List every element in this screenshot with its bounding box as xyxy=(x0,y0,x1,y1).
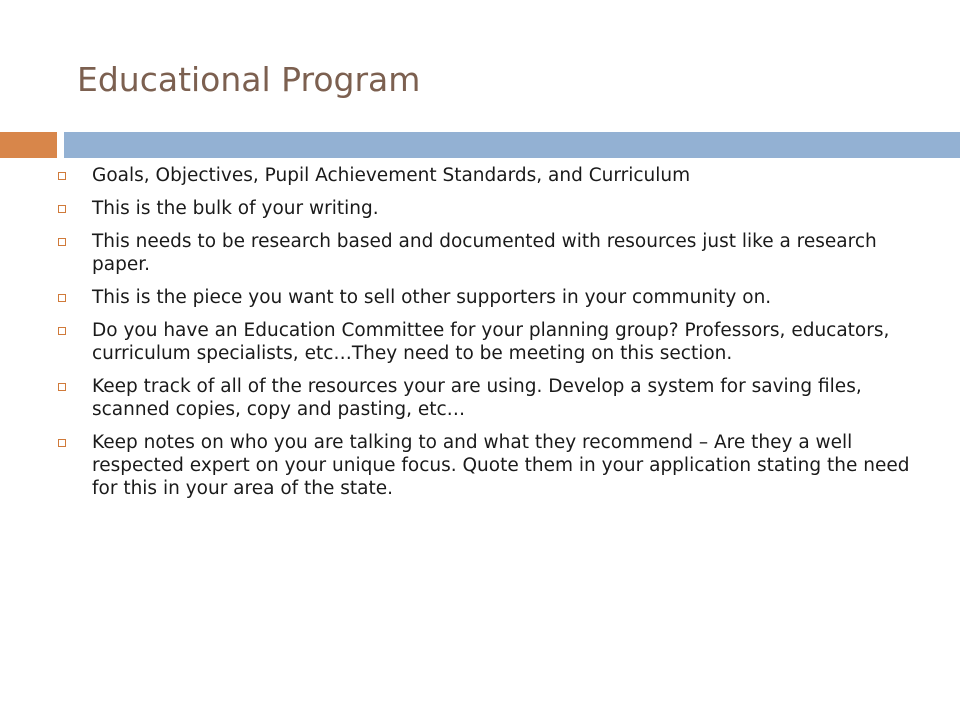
bullet-text: This is the piece you want to sell other supporters in your community on. xyxy=(92,287,772,308)
accent-bar xyxy=(0,132,57,158)
bullet-text: This is the bulk of your writing. xyxy=(92,198,379,219)
hollow-square-bullet-icon xyxy=(58,383,66,391)
bullet-item xyxy=(57,197,917,220)
hollow-square-bullet-icon xyxy=(58,172,66,180)
bullet-item xyxy=(57,375,917,421)
bullet-item xyxy=(57,164,917,187)
bullet-item xyxy=(57,286,917,309)
hollow-square-bullet-icon xyxy=(58,205,66,213)
header-bar xyxy=(64,132,960,158)
bullet-text: Keep track of all of the resources your are using. Develop a system for saving files, scanned copies, copy and pasting, etc… xyxy=(92,376,862,420)
hollow-square-bullet-icon xyxy=(58,294,66,302)
bullet-text: Keep notes on who you are talking to and what they recommend – Are they a well respected expert on your unique focus. Quote them in your application stating the need for this in your area of the state. xyxy=(92,432,910,499)
hollow-square-bullet-icon xyxy=(58,238,66,246)
slide-title: Educational Program xyxy=(77,60,421,99)
bullet-item xyxy=(57,319,917,365)
bullet-text: Goals, Objectives, Pupil Achievement Standards, and Curriculum xyxy=(92,165,691,186)
bullet-item xyxy=(57,431,917,500)
bullet-list xyxy=(57,164,917,510)
bullet-text: This needs to be research based and documented with resources just like a research paper. xyxy=(92,231,877,275)
hollow-square-bullet-icon xyxy=(58,439,66,447)
hollow-square-bullet-icon xyxy=(58,327,66,335)
bullet-item xyxy=(57,230,917,276)
bullet-text: Do you have an Education Committee for your planning group? Professors, educators, curriculum specialists, etc…They need to be meeting on this section. xyxy=(92,320,890,364)
